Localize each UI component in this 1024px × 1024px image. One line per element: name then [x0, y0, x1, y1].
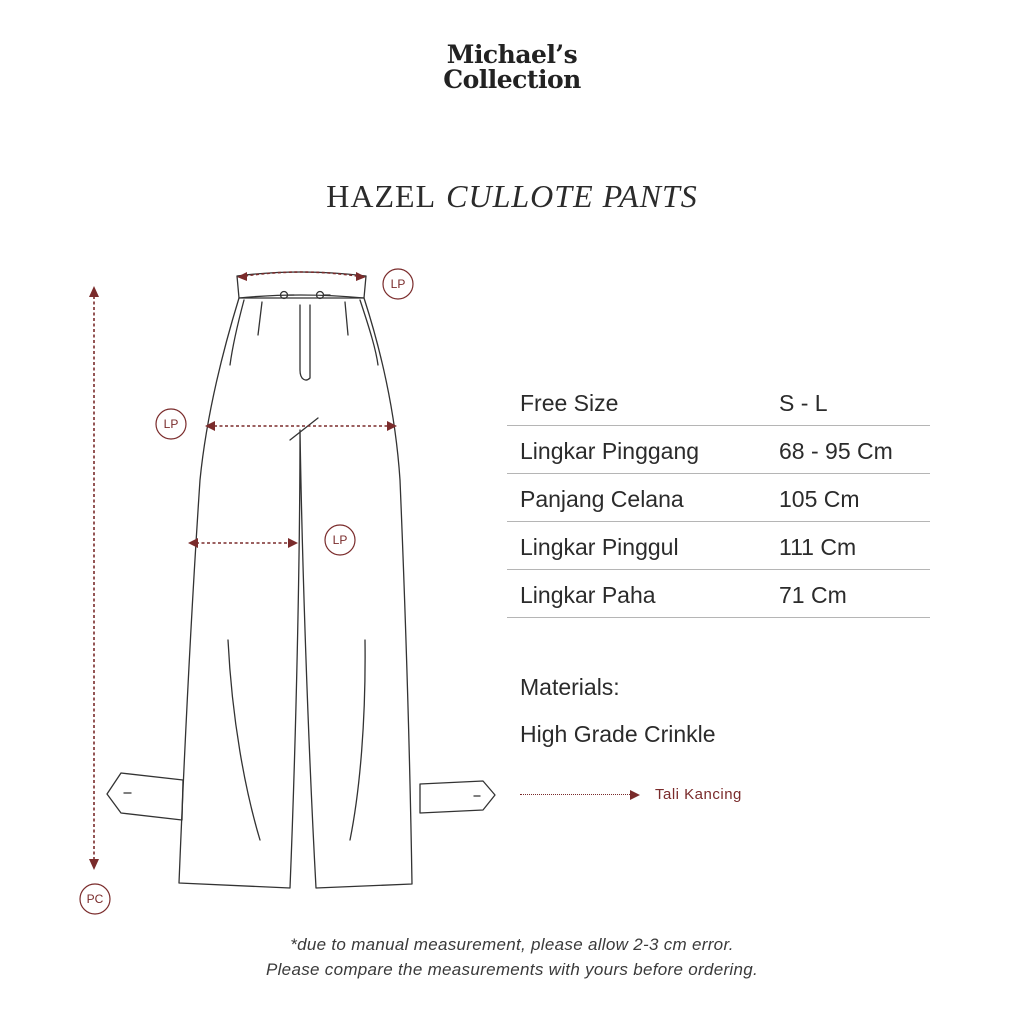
row-label: Lingkar Pinggul: [520, 534, 679, 560]
table-row: [507, 378, 930, 426]
row-value: S - L: [779, 390, 828, 416]
materials-label: Materials:: [520, 674, 620, 700]
tag-waist-label: LP: [390, 277, 406, 291]
legend-label: Tali Kancing: [655, 786, 742, 803]
legend-arrow-icon: [630, 790, 640, 800]
row-value: 111 Cm: [779, 534, 857, 560]
right-strap: [420, 781, 495, 813]
table-row: [507, 474, 930, 522]
product-title-italic: CULLOTE PANTS: [446, 178, 698, 214]
row-value: 71 Cm: [779, 582, 847, 608]
row-label: Lingkar Pinggang: [520, 438, 700, 464]
product-title-plain: HAZEL: [326, 178, 437, 214]
row-label: Panjang Celana: [520, 486, 684, 512]
tag-thigh-label: LP: [332, 533, 348, 547]
table-row: [507, 570, 930, 618]
pants-diagram: [0, 0, 520, 940]
row-label: Free Size: [520, 390, 619, 416]
waistband: [237, 272, 366, 298]
tag-hip-label: LP: [163, 417, 179, 431]
compare-note: Please compare the measurements with yours before ordering.: [265, 960, 759, 979]
row-label: Lingkar Paha: [520, 582, 656, 608]
legend-dotted-line: [520, 794, 632, 795]
row-value: 68 - 95 Cm: [779, 438, 893, 464]
materials-value: High Grade Crinkle: [520, 721, 716, 747]
brand-name-line2: Collection: [443, 65, 581, 94]
brand-name-line1: Michael’s: [446, 40, 578, 69]
tag-length-label: PC: [86, 892, 104, 906]
row-value: 105 Cm: [779, 486, 860, 512]
measurement-note: *due to manual measurement, please allow 2-3 cm error.: [290, 935, 734, 954]
left-strap: [107, 773, 183, 820]
table-row: [507, 522, 930, 570]
table-row: [507, 426, 930, 474]
pants-outline: [179, 298, 412, 888]
size-table: [507, 378, 930, 618]
